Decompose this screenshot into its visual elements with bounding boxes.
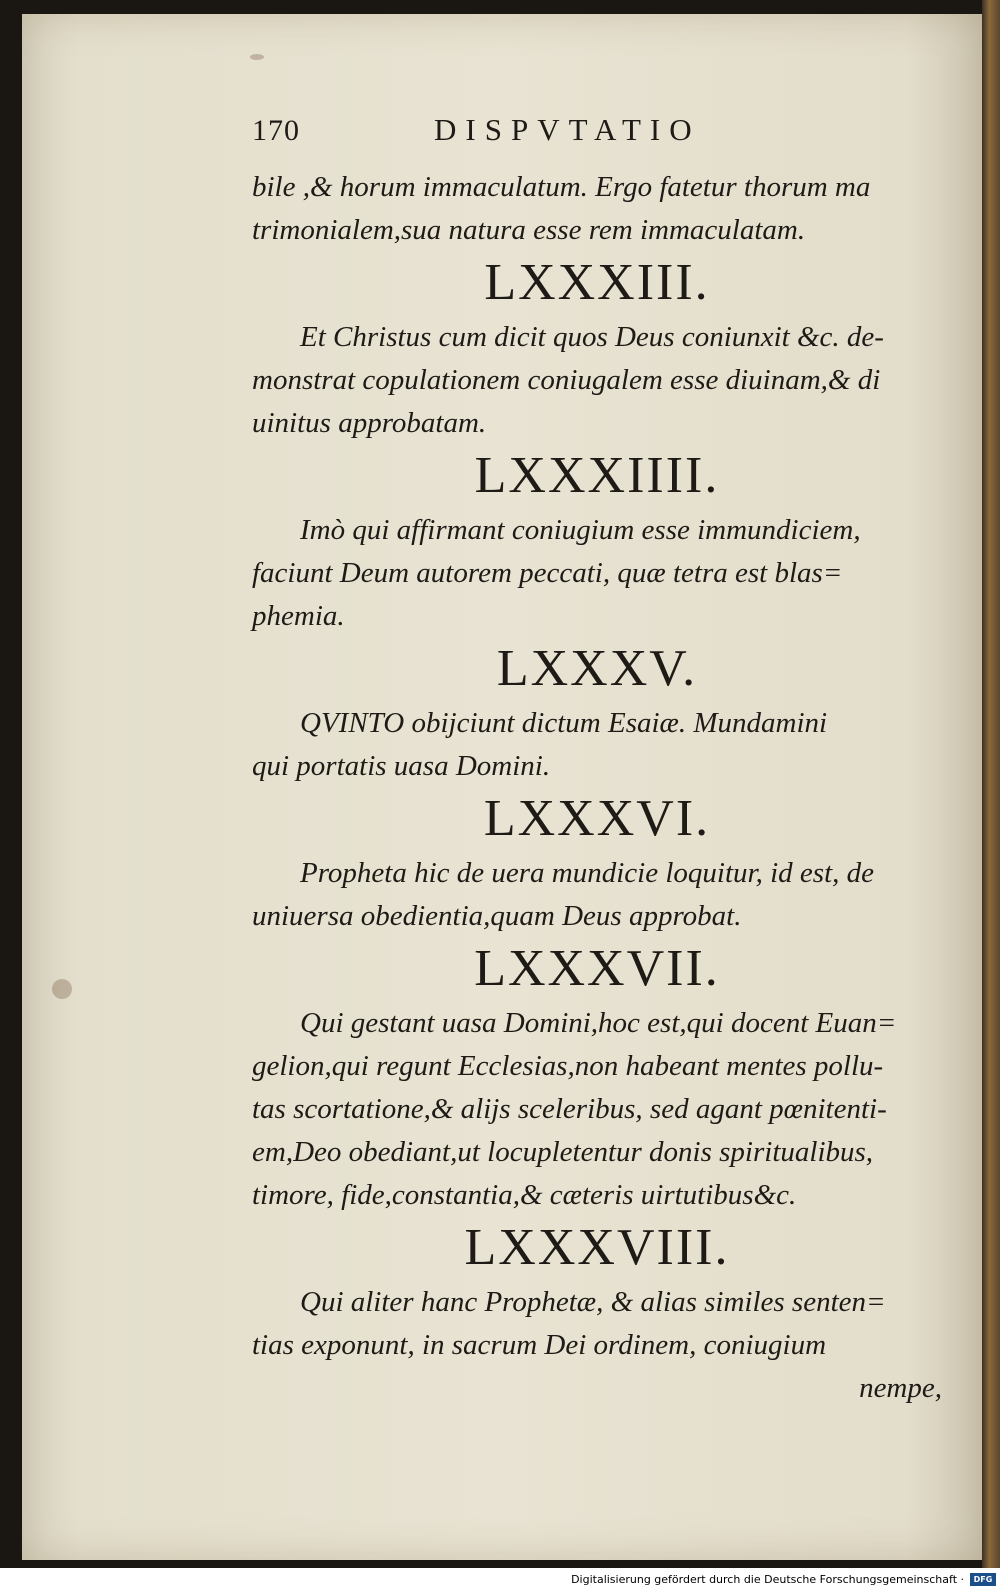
paper-stain — [52, 979, 72, 999]
section-numeral: LXXXVIII. — [464, 1219, 730, 1276]
text-line: uinitus approbatam. — [252, 407, 487, 439]
paragraph — [252, 852, 942, 938]
text-line: Qui gestant uasa Domini,hoc est,qui docent Euan= — [300, 1007, 897, 1039]
text-line: trimonialem,sua natura esse rem immaculatam. — [252, 214, 806, 246]
dfg-logo-icon: DFG — [970, 1573, 996, 1586]
section-numeral: LXXXVII. — [474, 940, 720, 997]
text-line: Propheta hic de uera mundicie loquitur, id est, de — [300, 857, 874, 889]
text-line: faciunt Deum autorem peccati, quæ tetra est blas= — [252, 557, 843, 589]
paragraph — [252, 1281, 942, 1410]
book-edge — [982, 0, 1000, 1568]
catchword: nempe, — [859, 1372, 942, 1404]
text-line: monstrat copulationem coniugalem esse diuinam,& di — [252, 364, 881, 396]
section-numeral: LXXXVI. — [483, 790, 711, 847]
text-line: Qui aliter hanc Prophetæ, & alias similes senten= — [300, 1286, 886, 1318]
text-line: Imò qui affirmant coniugium esse immundiciem, — [300, 514, 861, 546]
running-title: DISPVTATIO — [434, 112, 701, 147]
text-line: phemia. — [252, 600, 345, 632]
text-line: tias exponunt, in sacrum Dei ordinem, coniugium — [252, 1329, 827, 1361]
paragraph — [252, 702, 942, 788]
text-line: gelion,qui regunt Ecclesias,non habeant mentes pollu- — [252, 1050, 884, 1082]
paragraph — [252, 316, 942, 445]
text-line: Et Christus cum dicit quos Deus coniunxit &c. de- — [300, 321, 884, 353]
section-numeral: LXXXIIII. — [474, 447, 720, 504]
text-line: uniuersa obedientia,quam Deus approbat. — [252, 900, 742, 932]
paragraph-continued — [252, 166, 942, 252]
text-line: QVINTO obijciunt dictum Esaiæ. Mundamini — [300, 707, 828, 739]
text-line: tas scortatione,& alijs sceleribus, sed agant pœnitenti- — [252, 1093, 887, 1125]
paper-stain — [250, 54, 264, 60]
page-number: 170 — [252, 114, 300, 147]
text-line: timore, fide,constantia,& cæteris uirtutibus&c. — [252, 1179, 797, 1211]
paragraph — [252, 509, 942, 638]
section-numeral: LXXXIII. — [484, 254, 710, 311]
text-line: bile ,& horum immaculatum. Ergo fatetur thorum ma — [252, 171, 871, 203]
running-head — [252, 112, 942, 158]
text-line: em,Deo obediant,ut locupletentur donis spiritualibus, — [252, 1136, 874, 1168]
section-numeral: LXXXV. — [496, 640, 698, 697]
footer-credit: Digitalisierung gefördert durch die Deutsche Forschungsgemeinschaft · — [571, 1573, 964, 1586]
digitization-footer — [0, 1568, 1000, 1591]
book-page — [22, 14, 984, 1560]
paragraph — [252, 1002, 942, 1217]
text-block — [252, 112, 942, 1410]
text-line: qui portatis uasa Domini. — [252, 750, 551, 782]
